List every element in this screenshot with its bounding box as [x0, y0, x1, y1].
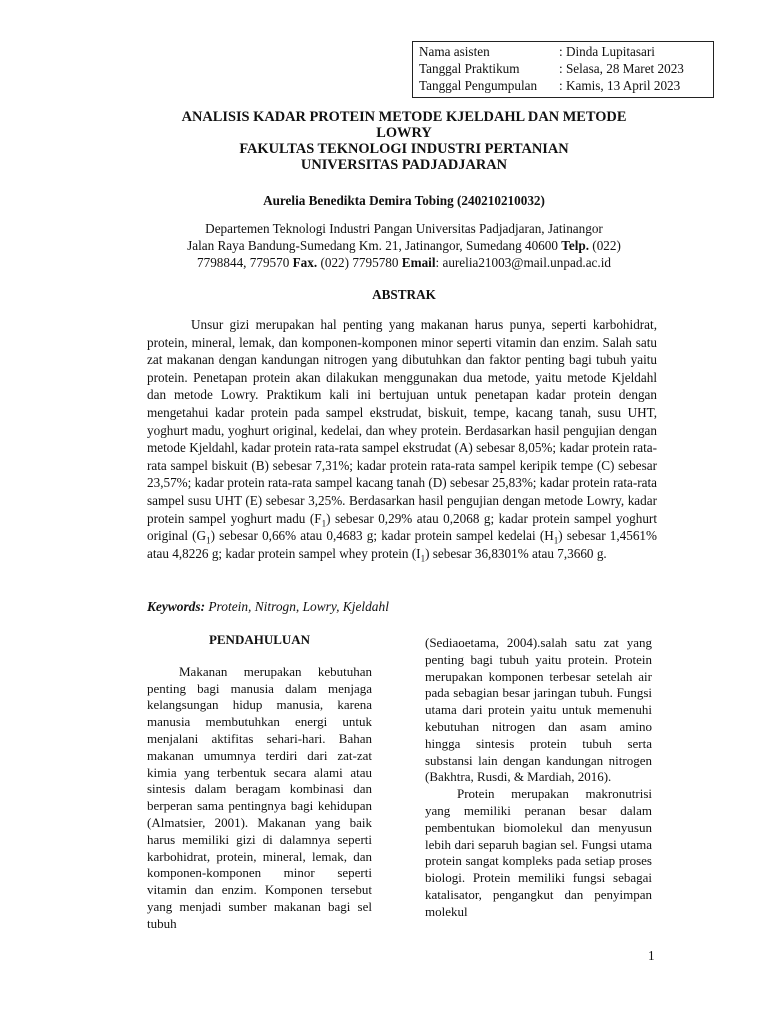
abstract-body	[147, 316, 657, 562]
author-name: Aurelia Benedikta Demira Tobing (240210210032)	[263, 193, 545, 208]
abstract-text: ) sebesar 1,4561% atau 4,8226 g; kadar protein sampel whey protein (I	[147, 528, 657, 561]
telp-area-code: (022)	[589, 238, 621, 253]
faculty-line: FAKULTAS TEKNOLOGI INDUSTRI PERTANIAN	[239, 141, 569, 157]
intro-paragraph: (Sediaoetama, 2004).salah satu zat yang penting bagi tubuh yaitu protein. Protein merupakan komponen terbesar setelah air pada sebagian besar jaringan tubuh. Fungsi utama dari protein yaitu untuk memenuhi kebutuhan nitrogen dan asam amino hingga sintesis protein tubuh serta substansi lain dengan kandungan nitrogen (Bakhtra, Rusdi, & Mardiah, 2016).	[425, 635, 652, 785]
affiliation-address-line	[140, 237, 668, 254]
keywords-text: Protein, Nitrogn, Lowry, Kjeldahl	[205, 599, 389, 614]
email-address: : aurelia21003@mail.unpad.ac.id	[435, 255, 611, 270]
keywords-label: Keywords:	[147, 599, 206, 614]
intro-paragraph: Makanan merupakan kebutuhan penting bagi manusia dalam menjaga kelangsungan hidup manusia, karena manusia membutuhkan energi untuk menjalani aktifitas sehari-hari. Bahan makanan umumnya terdiri dari zat-zat kimia yang terbentuk secara alami atau sintesis dalam beragam kombinasi dan berperan sama pentingnya bagi kehidupan (Almatsier, 2001). Makanan yang baik harus memiliki gizi di dalamnya seperti karbohidrat, protein, mineral, lemak, dan komponen-komponen minor seperti vitamin dan enzim. Komponen tersebut yang menjadi sumber makanan bagi sel tubuh	[147, 663, 372, 931]
university-line: UNIVERSITAS PADJADJARAN	[300, 157, 508, 173]
title-line: ANALISIS KADAR PROTEIN METODE KJELDAHL DAN METODE	[181, 109, 627, 125]
info-value: : Dinda Lupitasari	[559, 44, 655, 59]
address-text: Jalan Raya Bandung-Sumedang Km. 21, Jatinangor, Sumedang 40600	[187, 238, 562, 253]
info-row-practicum-date	[419, 61, 713, 78]
title-line: LOWRY	[376, 125, 432, 141]
keywords	[147, 599, 657, 615]
assistant-info-box	[412, 41, 714, 98]
info-row-assistant	[419, 44, 713, 61]
affiliation-line: Departemen Teknologi Industri Pangan Universitas Padjadjaran, Jatinangor	[205, 221, 603, 236]
section-heading: PENDAHULUAN	[208, 632, 311, 647]
email-label: Email	[401, 255, 436, 270]
telp-label: Telp.	[561, 238, 589, 253]
left-column	[147, 632, 372, 933]
subscript: 1	[553, 535, 559, 546]
info-value: : Kamis, 13 April 2023	[559, 77, 681, 93]
telp-numbers: 7798844, 779570	[197, 255, 293, 270]
abstract-text: ) sebesar 0,29% atau 0,2068 g; kadar protein sampel yoghurt original (G	[147, 510, 657, 544]
affiliation	[140, 220, 668, 271]
abstract-text: ) sebesar 36,8301% atau 7,3660 g.	[425, 545, 607, 561]
subscript: 1	[321, 518, 327, 529]
abstract-text: Unsur gizi merupakan hal penting yang makanan harus punya, seperti karbohidrat, protein, mineral, lemak, dan komponen-komponen minor seperti vitamin dan enzim. Salah satu zat makanan dengan kandungan nitrogen yang dibutuhkan dan faktor penting bagi tubuh yaitu protein. Penetapan protein akan dilakukan menggunakan dua metode, yaitu metode Kjeldahl dan metode Lowry. Praktikum kali ini bertujuan untuk penetapan kadar protein dengan mengetahui kadar protein pada sampel ekstrudat, biskuit, tempe, kacang tanah, susu UHT, yoghurt madu, yoghurt original, kedelai, dan whey protein. Berdasarkan hasil pengujian dengan metode Kjeldahl, kadar protein rata-rata sampel ekstrudat (A) sebesar 8,05%; kadar protein rata-rata sampel biskuit (B) sebesar 7,31%; kadar protein rata-rata sampel keripik tempe (C) sebesar 23,57%; kadar protein rata-rata sampel kacang tanah (D) sebesar 25,83%; kadar protein rata-rata sampel susu UHT (E) sebesar 3,25%. Berdasarkan hasil pengujian dengan metode Lowry, kadar protein sampel yoghurt madu (F	[147, 317, 657, 526]
abstract-heading: ABSTRAK	[372, 287, 436, 302]
abstract-text: ) sebesar 0,66% atau 0,4683 g; kadar protein sampel kedelai (H	[210, 528, 554, 544]
paper-title	[140, 109, 668, 173]
info-label: Nama asisten	[419, 44, 490, 59]
subscript: 1	[420, 553, 426, 564]
right-column	[425, 635, 652, 921]
page-number: 1	[648, 948, 655, 963]
info-label: Tanggal Praktikum	[419, 60, 520, 76]
info-row-submission-date	[419, 78, 713, 95]
info-label: Tanggal Pengumpulan	[419, 77, 538, 93]
fax-label: Fax.	[292, 255, 318, 270]
subscript: 1	[206, 535, 211, 546]
fax-number: (022) 7795780	[317, 255, 402, 270]
affiliation-contact-line	[140, 254, 668, 271]
intro-paragraph: Protein merupakan makronutrisi yang memiliki peranan besar dalam pembentukan biomolekul dan menyusun lebih dari separuh bagian sel. Fungsi utama protein sangat kompleks pada setiap proses biologi. Protein memiliki fungsi sebagai katalisator, pengangkut dan penyimpan molekul	[425, 786, 652, 919]
info-value: : Selasa, 28 Maret 2023	[559, 60, 684, 76]
